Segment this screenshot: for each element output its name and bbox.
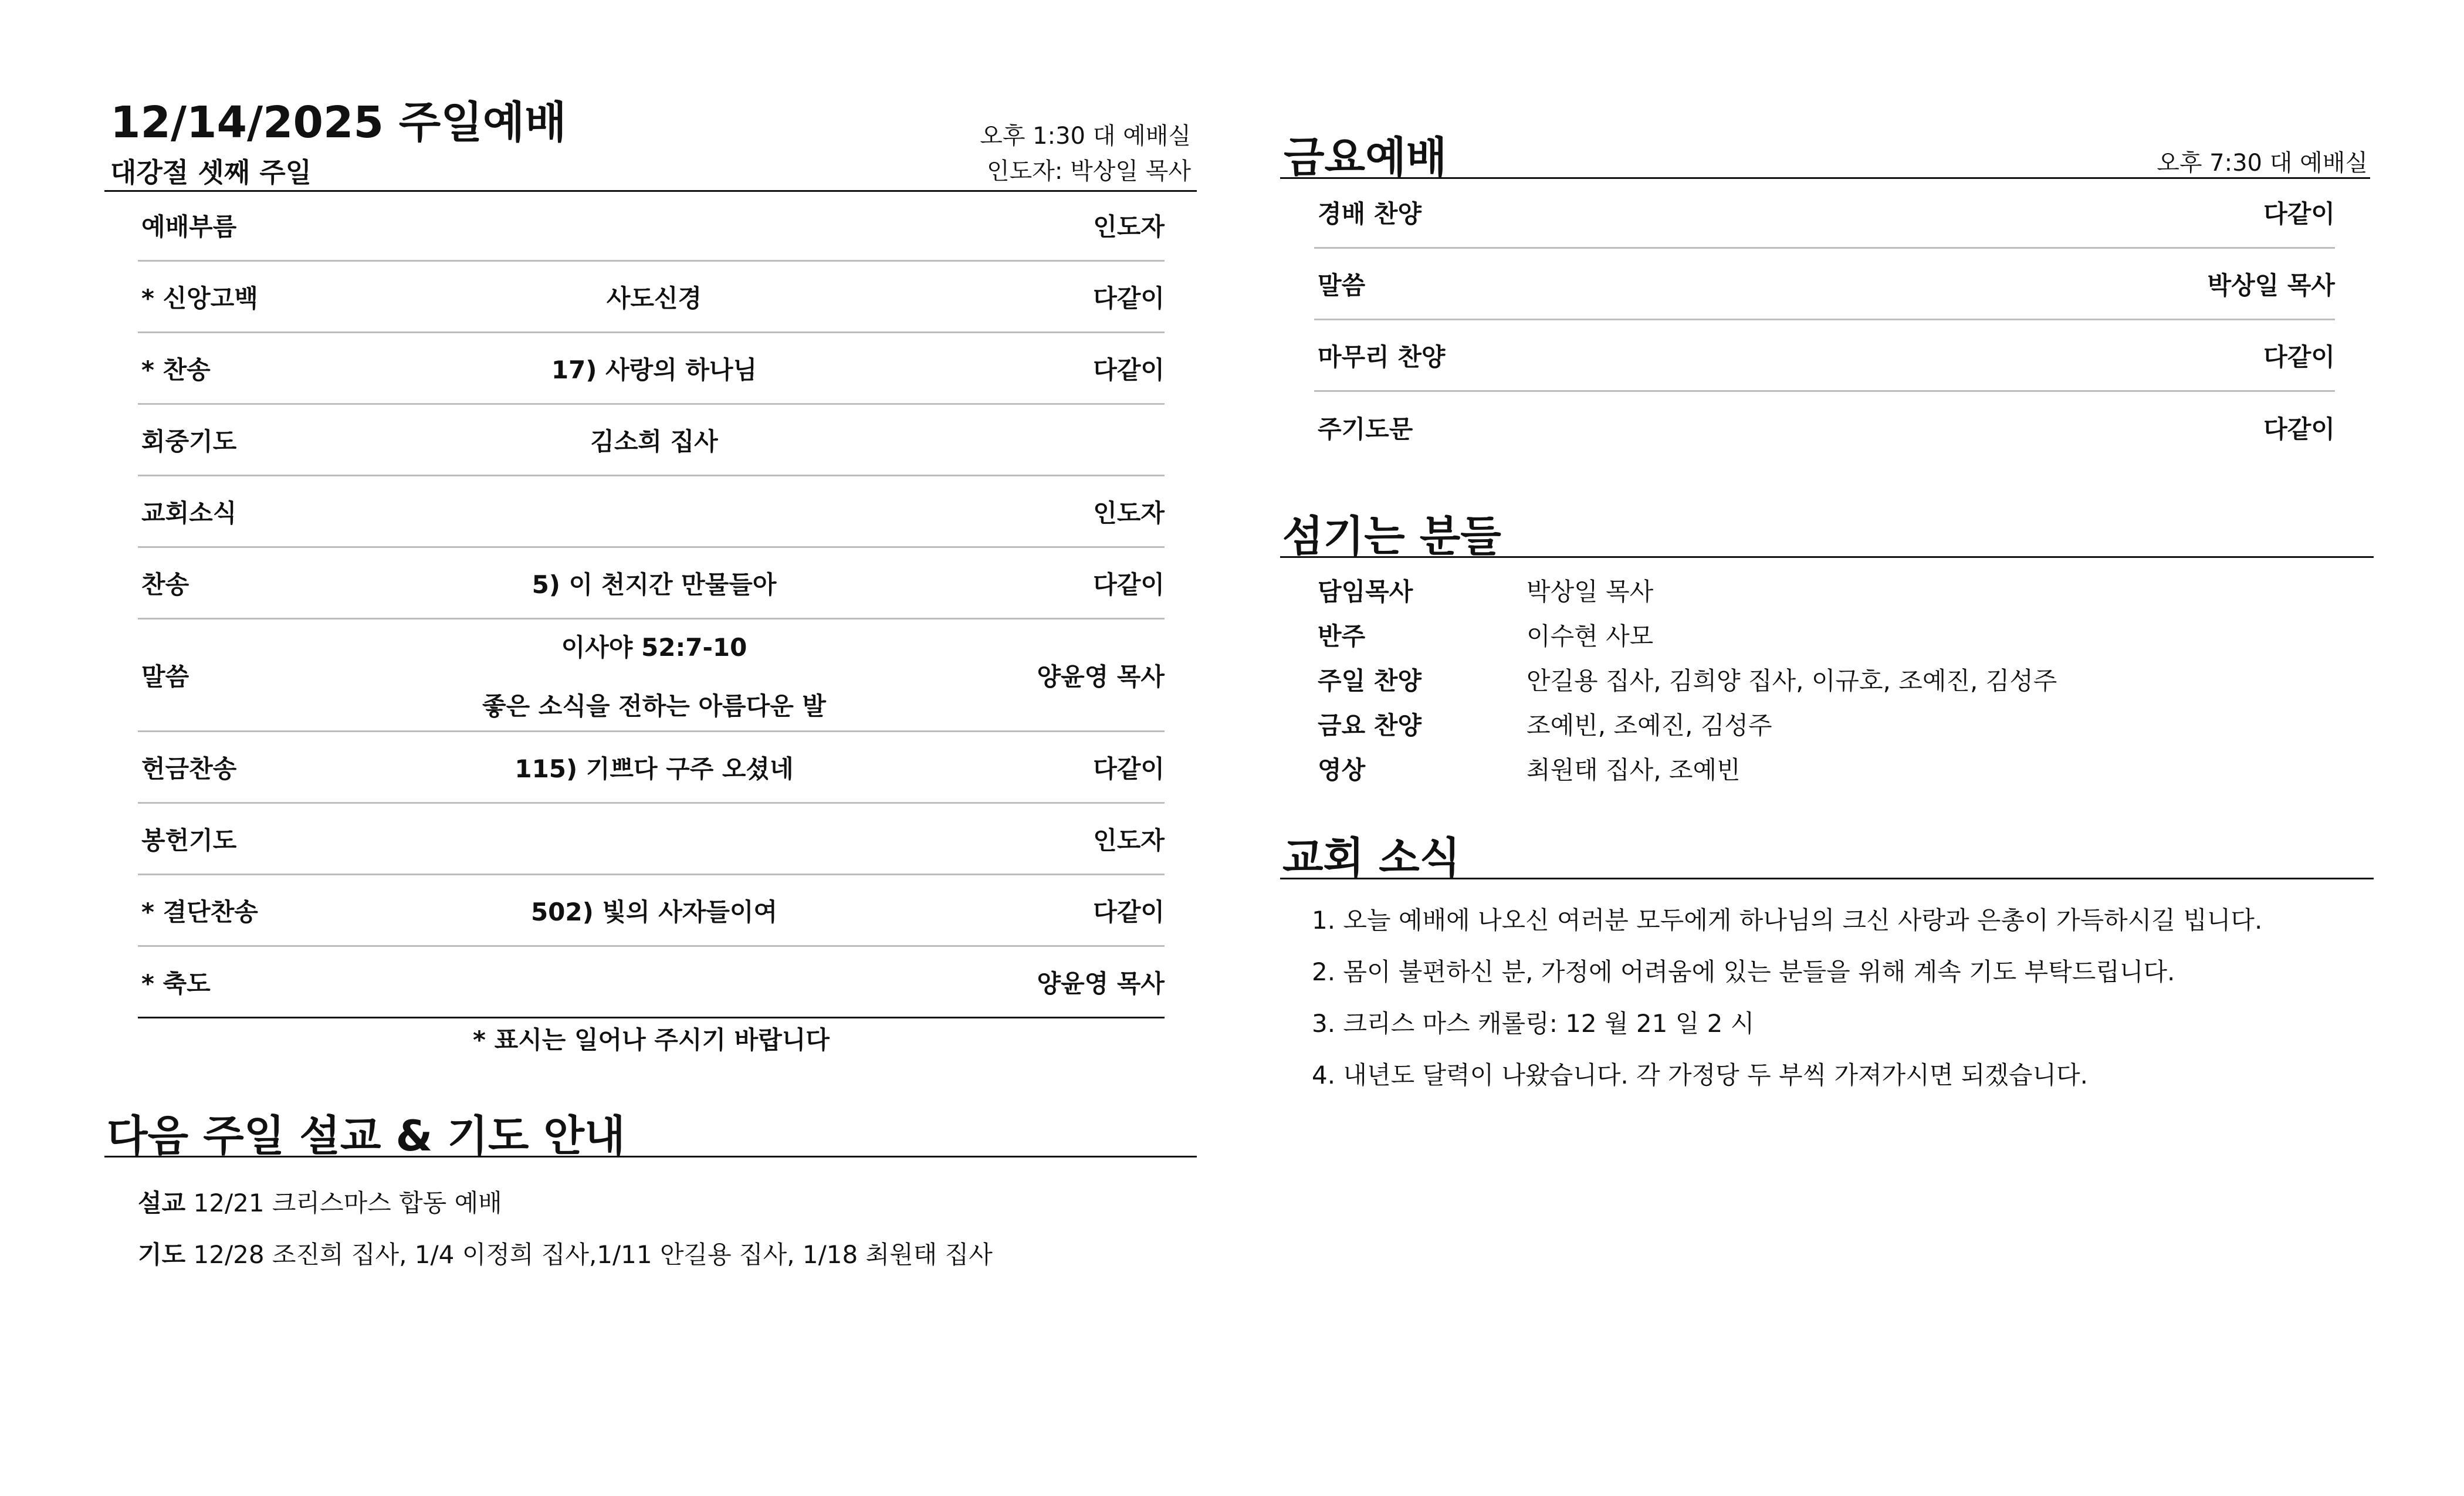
order-item-name: * 축도 — [141, 969, 211, 998]
order-item-name: * 찬송 — [141, 355, 211, 384]
order-item-name: 찬송 — [141, 570, 189, 599]
servers-list — [1318, 573, 2362, 796]
server-names: 안길용 집사, 김희양 집사, 이규호, 조예진, 김성주 — [1527, 666, 2057, 695]
order-item-leader: 인도자 — [1093, 825, 1165, 855]
server-names: 조예빈, 조예진, 김성주 — [1527, 711, 1772, 740]
order-item-leader: 다같이 — [1093, 283, 1165, 313]
sunday-service-subtitle: 대강절 셋째 주일 — [110, 157, 312, 188]
order-item-leader: 인도자 — [1093, 498, 1165, 527]
server-names: 이수현 사모 — [1527, 622, 1654, 651]
order-row — [138, 875, 1165, 947]
order-item-detail — [431, 804, 877, 874]
sunday-service-time: 오후 1:30 대 예배실 — [980, 123, 1191, 150]
order-item-detail — [431, 620, 877, 730]
order-item-detail — [431, 947, 877, 1017]
next-week-title: 다음 주일 설교 & 기도 안내 — [107, 1111, 625, 1160]
order-item-name: 말씀 — [141, 662, 189, 691]
order-item-name: * 신앙고백 — [141, 283, 258, 313]
order-row — [138, 548, 1165, 620]
standing-note: * 표시는 일어나 주시기 바랍니다 — [473, 1025, 830, 1054]
server-role: 담임목사 — [1318, 577, 1413, 606]
next-week-header — [104, 1102, 1197, 1160]
news-header — [1280, 824, 2374, 882]
order-item-leader: 다같이 — [1093, 897, 1165, 926]
order-item-leader: 다같이 — [1093, 355, 1165, 384]
news-item: 3. 크리스 마스 캐롤링: 12 월 21 일 2 시 — [1312, 1009, 1755, 1038]
friday-item-leader: 다같이 — [2263, 342, 2335, 371]
next-prayer-line — [138, 1236, 993, 1271]
order-row — [138, 947, 1165, 1018]
order-item-name: 봉헌기도 — [141, 825, 237, 855]
news-title: 교회 소식 — [1282, 833, 1461, 882]
friday-order-table — [1314, 177, 2335, 463]
order-item-leader: 양윤영 목사 — [1037, 969, 1165, 998]
friday-item-name: 말씀 — [1318, 270, 1366, 300]
servers-header — [1280, 502, 2374, 561]
order-item-detail — [431, 476, 877, 546]
order-row — [138, 333, 1165, 405]
server-names: 박상일 목사 — [1527, 577, 1654, 606]
friday-order-row — [1314, 392, 2335, 463]
order-row — [138, 476, 1165, 548]
order-item-name: 회중기도 — [141, 427, 237, 456]
order-row — [138, 804, 1165, 875]
order-item-detail: 사도신경 — [606, 283, 702, 313]
next-sermon-label: 설교 — [138, 1189, 186, 1217]
server-row — [1318, 751, 2362, 796]
friday-item-leader: 박상일 목사 — [2207, 270, 2335, 300]
news-item: 2. 몸이 불편하신 분, 가정에 어려움에 있는 분들을 위해 계속 기도 부탁드립니다. — [1312, 957, 2175, 986]
sermon-title: 좋은 소식을 전하는 아름다운 발 — [482, 691, 826, 720]
friday-order-row — [1314, 177, 2335, 249]
friday-service-time: 오후 7:30 대 예배실 — [2157, 150, 2368, 177]
order-row — [138, 732, 1165, 804]
order-row — [138, 190, 1165, 262]
worship-order-table — [138, 190, 1165, 1018]
order-item-leader: 다같이 — [1093, 754, 1165, 783]
order-item-detail: 502) 빛의 사자들이여 — [530, 897, 778, 926]
friday-item-name: 주기도문 — [1318, 415, 1413, 444]
order-row — [138, 262, 1165, 333]
friday-item-name: 경배 찬양 — [1318, 199, 1421, 228]
news-list — [1312, 901, 2368, 1108]
order-item-name: 예배부름 — [141, 212, 237, 241]
server-row — [1318, 573, 2362, 617]
order-item-leader: 양윤영 목사 — [1037, 662, 1165, 691]
next-prayer-text: 12/28 조진희 집사, 1/4 이정희 집사,1/11 안길용 집사, 1/18 최원태 집사 — [185, 1240, 993, 1269]
server-row — [1318, 662, 2362, 706]
order-item-detail: 115) 기쁘다 구주 오셨네 — [515, 754, 794, 783]
order-row-sermon — [138, 620, 1165, 732]
order-row — [138, 405, 1165, 476]
friday-item-name: 마무리 찬양 — [1318, 342, 1446, 371]
server-role: 금요 찬양 — [1318, 711, 1421, 740]
server-row — [1318, 617, 2362, 662]
order-item-detail — [431, 190, 877, 260]
friday-order-row — [1314, 320, 2335, 392]
server-role: 반주 — [1318, 622, 1366, 651]
order-item-detail: 김소희 집사 — [590, 427, 718, 456]
order-item-name: * 결단찬송 — [141, 897, 258, 926]
sunday-service-title: 12/14/2025 주일예배 — [110, 97, 567, 148]
news-item: 4. 내년도 달력이 나왔습니다. 각 가정당 두 부씩 가져가시면 되겠습니다. — [1312, 1061, 2088, 1089]
news-item: 1. 오늘 예배에 나오신 여러분 모두에게 하나님의 크신 사랑과 은총이 가득하시길 빕니다. — [1312, 906, 2263, 935]
sunday-service-header — [104, 88, 1197, 192]
sunday-service-leader: 인도자: 박상일 목사 — [986, 158, 1191, 185]
order-item-leader: 다같이 — [1093, 570, 1165, 599]
next-sermon-line — [138, 1184, 502, 1219]
server-names: 최원태 집사, 조예빈 — [1527, 756, 1741, 784]
order-item-name: 헌금찬송 — [141, 754, 237, 783]
order-item-detail: 17) 사랑의 하나님 — [551, 355, 757, 384]
order-item-leader: 인도자 — [1093, 212, 1165, 241]
friday-service-header — [1280, 123, 2370, 182]
next-prayer-label: 기도 — [138, 1240, 186, 1269]
friday-item-leader: 다같이 — [2263, 199, 2335, 228]
server-role: 영상 — [1318, 756, 1366, 784]
servers-title: 섬기는 분들 — [1282, 512, 1501, 561]
order-item-detail: 5) 이 천지간 만물들아 — [532, 570, 777, 599]
server-row — [1318, 706, 2362, 751]
server-role: 주일 찬양 — [1318, 666, 1421, 695]
order-item-name: 교회소식 — [141, 498, 237, 527]
friday-order-row — [1314, 249, 2335, 320]
friday-service-title: 금요예배 — [1284, 133, 1447, 182]
next-sermon-text: 12/21 크리스마스 합동 예배 — [185, 1189, 502, 1217]
sermon-scripture: 이사야 52:7-10 — [561, 632, 747, 662]
friday-item-leader: 다같이 — [2263, 415, 2335, 444]
